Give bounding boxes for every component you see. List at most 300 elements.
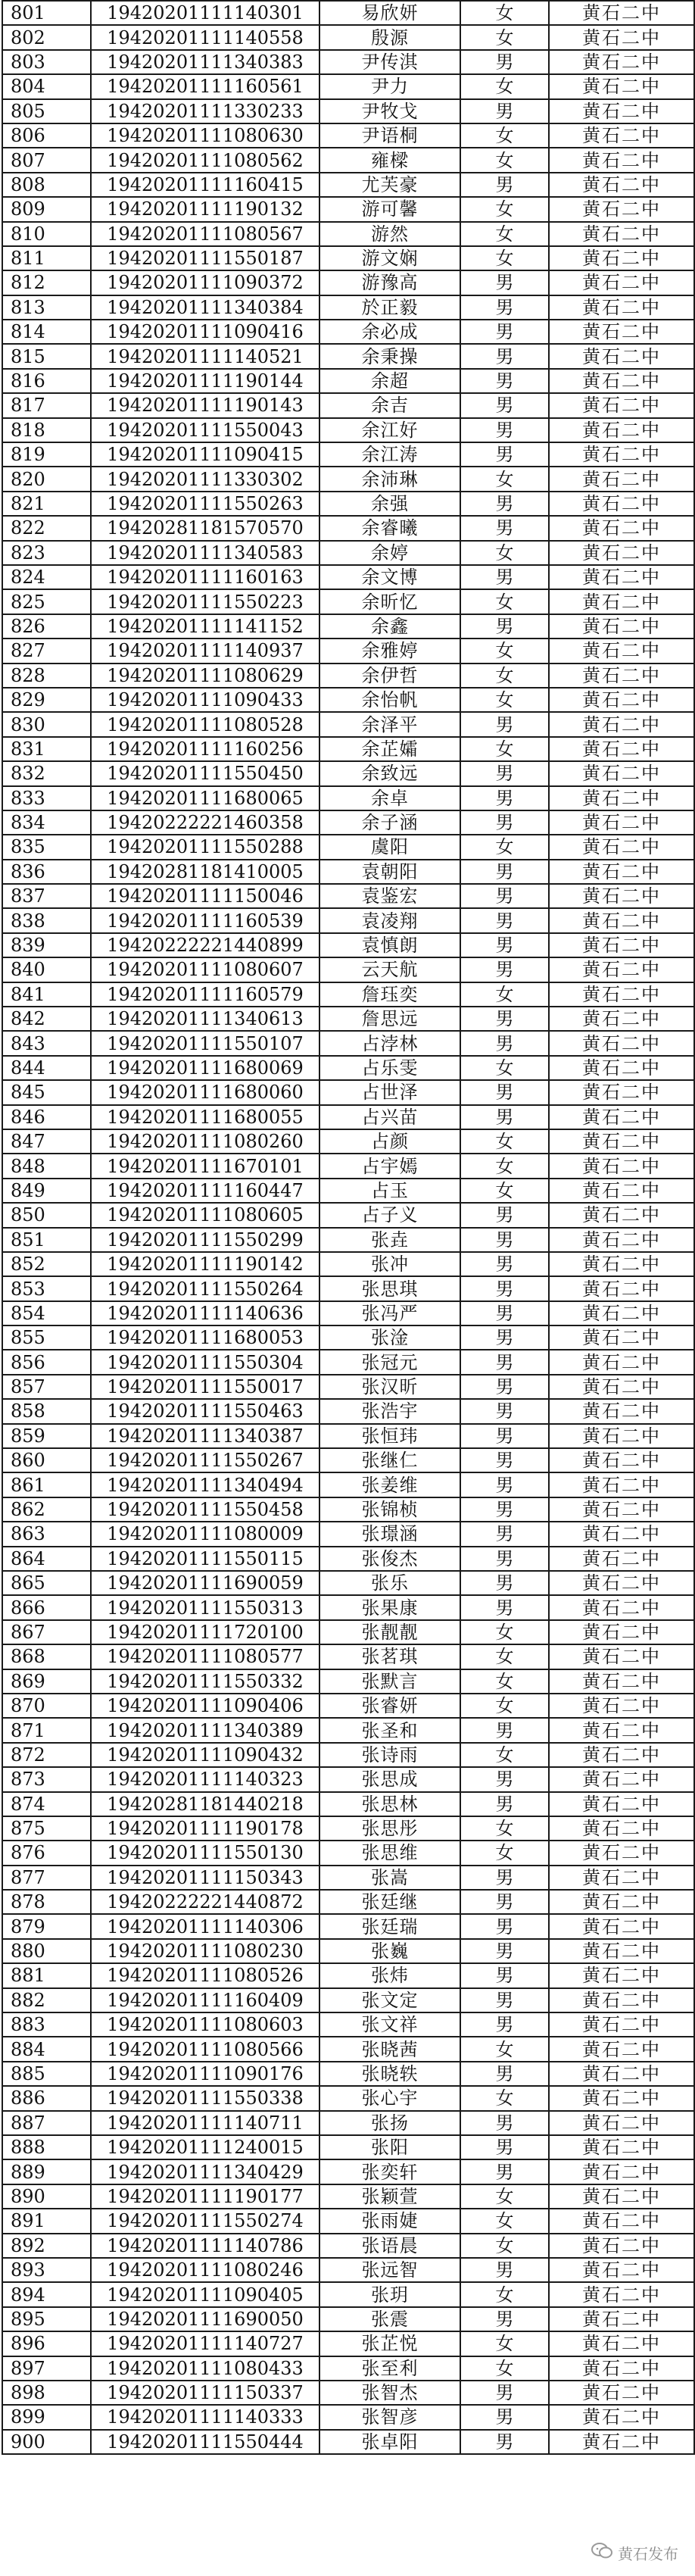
gender-cell: 男: [460, 1939, 549, 1963]
table-row: [2, 1522, 694, 1546]
table-row: [2, 2037, 694, 2061]
exam-id-cell: 19420201111550017: [91, 1375, 319, 1399]
exam-id-cell: 19420201111190144: [91, 369, 319, 393]
student-name-cell: 游豫高: [319, 270, 460, 295]
student-name-cell: 余致远: [319, 761, 460, 785]
table-row: [2, 1154, 694, 1178]
row-number-cell: 868: [2, 1644, 91, 1669]
exam-id-cell: 19420201111550264: [91, 1276, 319, 1300]
table-row: [2, 1080, 694, 1104]
row-number-cell: 881: [2, 1963, 91, 1987]
student-name-cell: 张姜维: [319, 1472, 460, 1497]
exam-id-cell: 19420201111080009: [91, 1522, 319, 1546]
school-cell: 黄石二中: [549, 222, 694, 246]
gender-cell: 女: [460, 1644, 549, 1669]
table-row: [2, 1007, 694, 1031]
school-cell: 黄石二中: [549, 761, 694, 785]
table-row: [2, 222, 694, 246]
row-number-cell: 867: [2, 1620, 91, 1644]
table-row: [2, 565, 694, 589]
table-row: [2, 614, 694, 639]
student-name-cell: 游可馨: [319, 197, 460, 221]
student-name-cell: 余泽平: [319, 712, 460, 736]
gender-cell: 男: [460, 933, 549, 957]
gender-cell: 男: [460, 2405, 549, 2429]
table-row: [2, 1669, 694, 1694]
row-number-cell: 893: [2, 2258, 91, 2282]
row-number-cell: 857: [2, 1375, 91, 1399]
student-name-cell: 余文博: [319, 565, 460, 589]
row-number-cell: 899: [2, 2405, 91, 2429]
gender-cell: 女: [460, 1669, 549, 1694]
gender-cell: 女: [460, 1816, 549, 1841]
school-cell: 黄石二中: [549, 1743, 694, 1767]
table-row: [2, 2282, 694, 2306]
row-number-cell: 815: [2, 344, 91, 368]
table-row: [2, 1472, 694, 1497]
gender-cell: 男: [460, 1595, 549, 1619]
table-row: [2, 541, 694, 565]
table-row: [2, 320, 694, 344]
school-cell: 黄石二中: [549, 1129, 694, 1154]
row-number-cell: 870: [2, 1694, 91, 1718]
table-row: [2, 99, 694, 123]
gender-cell: 男: [460, 1031, 549, 1055]
school-cell: 黄石二中: [549, 860, 694, 884]
school-cell: 黄石二中: [549, 2037, 694, 2061]
gender-cell: 女: [460, 1, 549, 25]
school-cell: 黄石二中: [549, 1547, 694, 1571]
school-cell: 黄石二中: [549, 1276, 694, 1300]
row-number-cell: 810: [2, 222, 91, 246]
school-cell: 黄石二中: [549, 2159, 694, 2184]
student-name-cell: 袁鉴宏: [319, 884, 460, 908]
table-row: [2, 74, 694, 98]
school-cell: 黄石二中: [549, 1007, 694, 1031]
row-number-cell: 817: [2, 393, 91, 417]
school-cell: 黄石二中: [549, 1105, 694, 1129]
gender-cell: 女: [460, 467, 549, 491]
student-name-cell: 张阳: [319, 2135, 460, 2159]
exam-id-cell: 19420201111080528: [91, 712, 319, 736]
student-name-cell: 张璟涵: [319, 1522, 460, 1546]
table-row: [2, 1963, 694, 1987]
table-row: [2, 688, 694, 712]
school-cell: 黄石二中: [549, 957, 694, 982]
student-name-cell: 张俊杰: [319, 1547, 460, 1571]
exam-id-cell: 19420201111190178: [91, 1816, 319, 1841]
gender-cell: 女: [460, 639, 549, 663]
table-row: [2, 2430, 694, 2454]
school-cell: 黄石二中: [549, 2062, 694, 2086]
table-row: [2, 2258, 694, 2282]
school-cell: 黄石二中: [549, 1988, 694, 2012]
school-cell: 黄石二中: [549, 664, 694, 688]
gender-cell: 男: [460, 786, 549, 810]
row-number-cell: 838: [2, 908, 91, 932]
student-name-cell: 张雨婕: [319, 2209, 460, 2233]
roster-table-body: [2, 1, 694, 2454]
exam-id-cell: 19420201111090415: [91, 442, 319, 467]
row-number-cell: 858: [2, 1399, 91, 1423]
gender-cell: 女: [460, 589, 549, 614]
exam-id-cell: 19420201111080562: [91, 148, 319, 172]
row-number-cell: 891: [2, 2209, 91, 2233]
exam-id-cell: 19420201111140558: [91, 25, 319, 49]
school-cell: 黄石二中: [549, 2184, 694, 2209]
gender-cell: 女: [460, 982, 549, 1007]
school-cell: 黄石二中: [549, 1939, 694, 1963]
row-number-cell: 854: [2, 1301, 91, 1325]
table-row: [2, 1792, 694, 1816]
gender-cell: 男: [460, 565, 549, 589]
exam-id-cell: 19420281181570570: [91, 516, 319, 540]
gender-cell: 男: [460, 320, 549, 344]
school-cell: 黄石二中: [549, 884, 694, 908]
school-cell: 黄石二中: [549, 1350, 694, 1374]
row-number-cell: 855: [2, 1325, 91, 1350]
school-cell: 黄石二中: [549, 1718, 694, 1742]
student-name-cell: 余睿曦: [319, 516, 460, 540]
school-cell: 黄石二中: [549, 50, 694, 74]
student-name-cell: 尹传淇: [319, 50, 460, 74]
exam-id-cell: 19420201111550223: [91, 589, 319, 614]
table-row: [2, 1595, 694, 1619]
school-cell: 黄石二中: [549, 614, 694, 639]
student-name-cell: 张睿妍: [319, 1694, 460, 1718]
row-number-cell: 853: [2, 1276, 91, 1300]
exam-id-cell: 19420201111140301: [91, 1, 319, 25]
gender-cell: 男: [460, 442, 549, 467]
row-number-cell: 831: [2, 737, 91, 761]
student-name-cell: 张扬: [319, 2111, 460, 2135]
student-name-cell: 张语晨: [319, 2234, 460, 2258]
student-name-cell: 尤芙豪: [319, 173, 460, 197]
gender-cell: 女: [460, 1129, 549, 1154]
student-name-cell: 余江好: [319, 418, 460, 442]
gender-cell: 男: [460, 1988, 549, 2012]
table-row: [2, 1, 694, 25]
table-row: [2, 1841, 694, 1865]
gender-cell: 男: [460, 1718, 549, 1742]
student-name-cell: 占颜: [319, 1129, 460, 1154]
gender-cell: 男: [460, 1228, 549, 1252]
student-name-cell: 张芷悦: [319, 2331, 460, 2356]
student-name-cell: 张乐: [319, 1571, 460, 1595]
table-row: [2, 1399, 694, 1423]
row-number-cell: 900: [2, 2430, 91, 2454]
exam-id-cell: 19420201111340389: [91, 1718, 319, 1742]
row-number-cell: 846: [2, 1105, 91, 1129]
school-cell: 黄石二中: [549, 2430, 694, 2454]
row-number-cell: 892: [2, 2234, 91, 2258]
table-row: [2, 933, 694, 957]
gender-cell: 女: [460, 2331, 549, 2356]
exam-id-cell: 19420201111090432: [91, 1743, 319, 1767]
table-row: [2, 1890, 694, 1914]
exam-id-cell: 19420201111090406: [91, 1694, 319, 1718]
gender-cell: 男: [460, 1276, 549, 1300]
row-number-cell: 825: [2, 589, 91, 614]
exam-id-cell: 19420201111140636: [91, 1301, 319, 1325]
student-name-cell: 袁慎朗: [319, 933, 460, 957]
gender-cell: 男: [460, 908, 549, 932]
student-name-cell: 张思彤: [319, 1816, 460, 1841]
student-name-cell: 张茗琪: [319, 1644, 460, 1669]
row-number-cell: 882: [2, 1988, 91, 2012]
exam-id-cell: 19420201111140306: [91, 1914, 319, 1938]
exam-id-cell: 19420222221460358: [91, 810, 319, 835]
exam-id-cell: 19420201111160163: [91, 565, 319, 589]
school-cell: 黄石二中: [549, 2282, 694, 2306]
gender-cell: 男: [460, 1350, 549, 1374]
gender-cell: 女: [460, 2234, 549, 2258]
exam-id-cell: 19420201111190132: [91, 197, 319, 221]
gender-cell: 女: [460, 1620, 549, 1644]
row-number-cell: 822: [2, 516, 91, 540]
school-cell: 黄石二中: [549, 148, 694, 172]
exam-id-cell: 19420201111140333: [91, 2405, 319, 2429]
exam-id-cell: 19420201111550115: [91, 1547, 319, 1571]
table-row: [2, 1448, 694, 1472]
table-row: [2, 982, 694, 1007]
student-name-cell: 余雅婷: [319, 639, 460, 663]
student-name-cell: 张思林: [319, 1792, 460, 1816]
student-name-cell: 张淦: [319, 1325, 460, 1350]
table-row: [2, 2159, 694, 2184]
table-row: [2, 2184, 694, 2209]
student-name-cell: 张颖萱: [319, 2184, 460, 2209]
student-name-cell: 张巍: [319, 1939, 460, 1963]
table-row: [2, 1056, 694, 1080]
exam-id-cell: 19420201111090405: [91, 2282, 319, 2306]
exam-id-cell: 19420201111670101: [91, 1154, 319, 1178]
gender-cell: 女: [460, 1179, 549, 1203]
table-row: [2, 786, 694, 810]
school-cell: 黄石二中: [549, 1522, 694, 1546]
exam-id-cell: 19420201111720100: [91, 1620, 319, 1644]
exam-id-cell: 19420201111080603: [91, 2012, 319, 2037]
table-row: [2, 1424, 694, 1448]
student-name-cell: 张冲: [319, 1252, 460, 1276]
student-name-cell: 余卓: [319, 786, 460, 810]
table-row: [2, 2086, 694, 2110]
student-name-cell: 张廷继: [319, 1890, 460, 1914]
exam-id-cell: 19420222221440899: [91, 933, 319, 957]
student-name-cell: 余江涛: [319, 442, 460, 467]
gender-cell: 男: [460, 173, 549, 197]
student-name-cell: 余伊哲: [319, 664, 460, 688]
gender-cell: 男: [460, 860, 549, 884]
gender-cell: 男: [460, 1497, 549, 1522]
gender-cell: 女: [460, 1743, 549, 1767]
row-number-cell: 898: [2, 2381, 91, 2405]
table-row: [2, 1644, 694, 1669]
student-name-cell: 张炜: [319, 1963, 460, 1987]
table-row: [2, 2307, 694, 2331]
exam-id-cell: 19420201111550187: [91, 246, 319, 270]
row-number-cell: 848: [2, 1154, 91, 1178]
row-number-cell: 849: [2, 1179, 91, 1203]
school-cell: 黄石二中: [549, 1595, 694, 1619]
student-name-cell: 易欣妍: [319, 1, 460, 25]
gender-cell: 男: [460, 1301, 549, 1325]
table-row: [2, 1031, 694, 1055]
exam-id-cell: 19420201111680069: [91, 1056, 319, 1080]
gender-cell: 男: [460, 2012, 549, 2037]
exam-id-cell: 19420201111340383: [91, 50, 319, 74]
row-number-cell: 875: [2, 1816, 91, 1841]
student-roster-table: [2, 0, 695, 2455]
row-number-cell: 877: [2, 1866, 91, 1890]
student-name-cell: 张锦桢: [319, 1497, 460, 1522]
school-cell: 黄石二中: [549, 1399, 694, 1423]
row-number-cell: 832: [2, 761, 91, 785]
school-cell: 黄石二中: [549, 1816, 694, 1841]
exam-id-cell: 19420201111080567: [91, 222, 319, 246]
table-row: [2, 1350, 694, 1374]
table-row: [2, 1866, 694, 1890]
table-row: [2, 173, 694, 197]
exam-id-cell: 19420201111340384: [91, 295, 319, 320]
student-name-cell: 余沛琳: [319, 467, 460, 491]
school-cell: 黄石二中: [549, 712, 694, 736]
gender-cell: 男: [460, 270, 549, 295]
exam-id-cell: 19420201111090433: [91, 688, 319, 712]
row-number-cell: 843: [2, 1031, 91, 1055]
exam-id-cell: 19420281181410005: [91, 860, 319, 884]
row-number-cell: 862: [2, 1497, 91, 1522]
table-row: [2, 1497, 694, 1522]
table-row: [2, 810, 694, 835]
row-number-cell: 830: [2, 712, 91, 736]
row-number-cell: 836: [2, 860, 91, 884]
row-number-cell: 884: [2, 2037, 91, 2061]
row-number-cell: 837: [2, 884, 91, 908]
exam-id-cell: 19420201111140323: [91, 1767, 319, 1791]
row-number-cell: 839: [2, 933, 91, 957]
school-cell: 黄石二中: [549, 246, 694, 270]
gender-cell: 女: [460, 1841, 549, 1865]
table-row: [2, 1252, 694, 1276]
exam-id-cell: 19420281181440218: [91, 1792, 319, 1816]
row-number-cell: 866: [2, 1595, 91, 1619]
gender-cell: 男: [460, 2307, 549, 2331]
exam-id-cell: 19420201111160561: [91, 74, 319, 98]
school-cell: 黄石二中: [549, 442, 694, 467]
table-row: [2, 761, 694, 785]
table-row: [2, 492, 694, 516]
table-row: [2, 25, 694, 49]
school-cell: 黄石二中: [549, 99, 694, 123]
exam-id-cell: 19420201111550313: [91, 1595, 319, 1619]
exam-id-cell: 19420222221440872: [91, 1890, 319, 1914]
student-name-cell: 张思琪: [319, 1276, 460, 1300]
school-cell: 黄石二中: [549, 786, 694, 810]
school-cell: 黄石二中: [549, 2209, 694, 2233]
exam-id-cell: 19420201111330233: [91, 99, 319, 123]
row-number-cell: 812: [2, 270, 91, 295]
gender-cell: 女: [460, 664, 549, 688]
school-cell: 黄石二中: [549, 1375, 694, 1399]
school-cell: 黄石二中: [549, 1448, 694, 1472]
gender-cell: 女: [460, 197, 549, 221]
exam-id-cell: 19420201111160415: [91, 173, 319, 197]
gender-cell: 男: [460, 810, 549, 835]
row-number-cell: 802: [2, 25, 91, 49]
school-cell: 黄石二中: [549, 1228, 694, 1252]
student-name-cell: 张奕轩: [319, 2159, 460, 2184]
gender-cell: 男: [460, 1792, 549, 1816]
exam-id-cell: 19420201111080607: [91, 957, 319, 982]
table-row: [2, 1620, 694, 1644]
exam-id-cell: 19420201111160409: [91, 1988, 319, 2012]
school-cell: 黄石二中: [549, 2307, 694, 2331]
table-row: [2, 1375, 694, 1399]
row-number-cell: 852: [2, 1252, 91, 1276]
row-number-cell: 824: [2, 565, 91, 589]
exam-id-cell: 19420201111550107: [91, 1031, 319, 1055]
gender-cell: 男: [460, 884, 549, 908]
row-number-cell: 879: [2, 1914, 91, 1938]
exam-id-cell: 19420201111090416: [91, 320, 319, 344]
student-name-cell: 张冠元: [319, 1350, 460, 1374]
gender-cell: 女: [460, 1154, 549, 1178]
exam-id-cell: 19420201111550299: [91, 1228, 319, 1252]
school-cell: 黄石二中: [549, 516, 694, 540]
school-cell: 黄石二中: [549, 737, 694, 761]
row-number-cell: 864: [2, 1547, 91, 1571]
school-cell: 黄石二中: [549, 393, 694, 417]
student-name-cell: 张垚: [319, 1228, 460, 1252]
student-name-cell: 尹牧戈: [319, 99, 460, 123]
student-name-cell: 殷源: [319, 25, 460, 49]
school-cell: 黄石二中: [549, 835, 694, 859]
student-name-cell: 张默言: [319, 1669, 460, 1694]
exam-id-cell: 19420201111160579: [91, 982, 319, 1007]
row-number-cell: 876: [2, 1841, 91, 1865]
school-cell: 黄石二中: [549, 2405, 694, 2429]
student-name-cell: 张果康: [319, 1595, 460, 1619]
gender-cell: 男: [460, 761, 549, 785]
exam-id-cell: 19420201111340494: [91, 1472, 319, 1497]
school-cell: 黄石二中: [549, 295, 694, 320]
row-number-cell: 861: [2, 1472, 91, 1497]
school-cell: 黄石二中: [549, 1866, 694, 1890]
row-number-cell: 878: [2, 1890, 91, 1914]
gender-cell: 男: [460, 2258, 549, 2282]
school-cell: 黄石二中: [549, 1669, 694, 1694]
exam-id-cell: 19420201111190142: [91, 1252, 319, 1276]
gender-cell: 男: [460, 99, 549, 123]
student-name-cell: 张思成: [319, 1767, 460, 1791]
table-row: [2, 884, 694, 908]
exam-id-cell: 19420201111080230: [91, 1939, 319, 1963]
gender-cell: 男: [460, 344, 549, 368]
table-row: [2, 1547, 694, 1571]
student-name-cell: 余强: [319, 492, 460, 516]
table-row: [2, 123, 694, 148]
school-cell: 黄石二中: [549, 2234, 694, 2258]
table-row: [2, 2381, 694, 2405]
student-name-cell: 张冯严: [319, 1301, 460, 1325]
row-number-cell: 840: [2, 957, 91, 982]
exam-id-cell: 19420201111140711: [91, 2111, 319, 2135]
chat-bubble-icon: [591, 2540, 613, 2566]
row-number-cell: 834: [2, 810, 91, 835]
school-cell: 黄石二中: [549, 344, 694, 368]
gender-cell: 男: [460, 2159, 549, 2184]
